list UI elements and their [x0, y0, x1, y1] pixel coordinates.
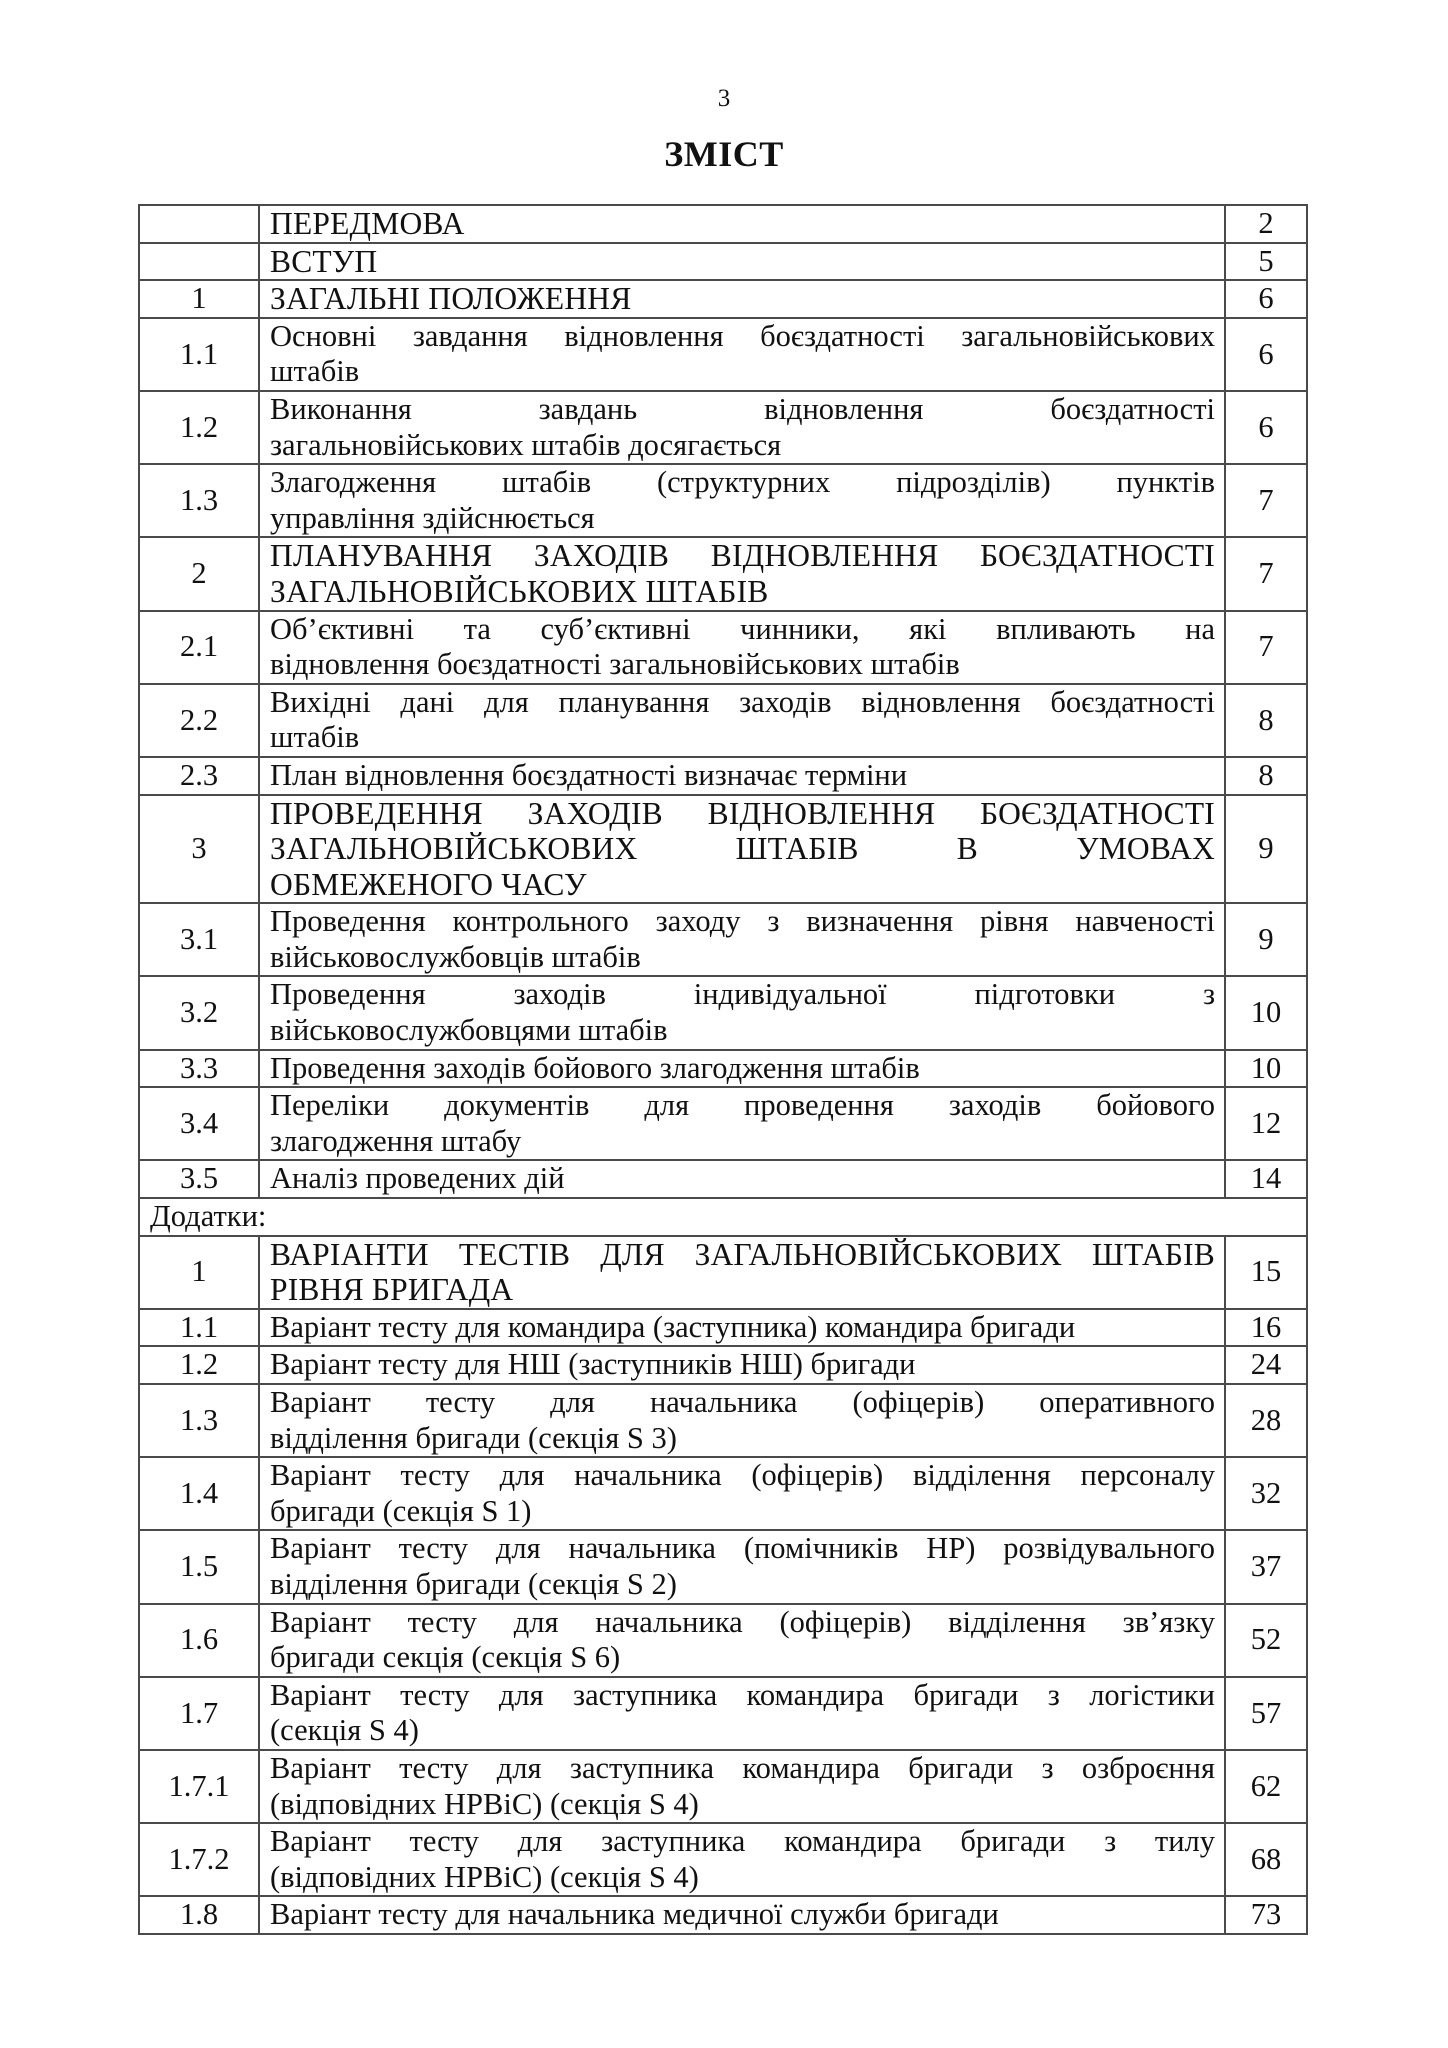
toc-row-page: 9 — [1225, 795, 1307, 904]
toc-row — [139, 611, 1307, 684]
toc-row-title — [259, 1530, 1225, 1603]
toc-title-line: відновлення боєздатності загальновійськових штабів — [270, 647, 960, 682]
toc-title-line: Варіант тесту для начальника (офіцерів) відділення зв’язку — [270, 1604, 1215, 1639]
toc-row-page: 6 — [1225, 318, 1307, 391]
toc-row-title — [259, 757, 1225, 795]
toc-row-title — [259, 1823, 1225, 1896]
toc-row-number: 3 — [139, 795, 259, 904]
toc-row-title — [259, 903, 1225, 976]
toc-title-line: Проведення контрольного заходу з визначення рівня навченості — [270, 904, 1215, 939]
toc-row-number: 1.2 — [139, 391, 259, 464]
toc-row-title — [259, 391, 1225, 464]
toc-row — [139, 1384, 1307, 1457]
toc-row-title — [259, 1677, 1225, 1750]
toc-title-line: відділення бригади (секція S 2) — [270, 1566, 677, 1601]
toc-row-page: 14 — [1225, 1160, 1307, 1198]
toc-row-number: 2 — [139, 537, 259, 610]
toc-title-line: бригади (секція S 1) — [270, 1493, 532, 1528]
toc-row-number: 3.4 — [139, 1087, 259, 1160]
toc-title-line: Варіант тесту для командира (заступника) командира бригади — [270, 1309, 1076, 1344]
toc-row-page: 15 — [1225, 1236, 1307, 1309]
toc-row-title — [259, 1050, 1225, 1088]
toc-title-line: ВСТУП — [270, 243, 378, 279]
toc-row-title — [259, 1384, 1225, 1457]
toc-row — [139, 1823, 1307, 1896]
toc-row-title — [259, 318, 1225, 391]
toc-title-line: загальновійськових штабів досягається — [270, 427, 782, 462]
toc-row-title — [259, 795, 1225, 904]
toc-title-line: ПЕРЕДМОВА — [270, 206, 465, 241]
toc-title-line: Переліки документів для проведення заходів бойового — [270, 1088, 1215, 1123]
toc-appendix-section — [139, 1236, 1307, 1934]
toc-title-line: РІВНЯ БРИГАДА — [270, 1272, 514, 1308]
toc-row-number: 3.5 — [139, 1160, 259, 1198]
toc-title-line: Виконання завдань відновлення боєздатності — [270, 391, 1215, 426]
appendix-label-row — [139, 1198, 1307, 1236]
toc-title-line: Варіант тесту для заступника командира бригади з тилу — [270, 1824, 1215, 1859]
toc-title-line: Варіант тесту для начальника (офіцерів) оперативного — [270, 1385, 1215, 1419]
toc-row-title — [259, 1087, 1225, 1160]
toc-title-line: бригади секція (секція S 6) — [270, 1640, 621, 1675]
toc-title-line: Основні завдання відновлення боєздатності загальновійськових — [270, 318, 1215, 353]
toc-row — [139, 1309, 1307, 1347]
toc-row — [139, 1087, 1307, 1160]
toc-row — [139, 391, 1307, 464]
toc-title-line: (відповідних НРВіС) (секція S 4) — [270, 1786, 699, 1821]
toc-row-page: 32 — [1225, 1457, 1307, 1530]
toc-row-number: 1.4 — [139, 1457, 259, 1530]
toc-row — [139, 205, 1307, 243]
toc-title-line: штабів — [270, 720, 360, 755]
toc-title-line: ОБМЕЖЕНОГО ЧАСУ — [270, 866, 587, 902]
toc-row-page: 10 — [1225, 1050, 1307, 1088]
toc-row — [139, 537, 1307, 610]
toc-row-number: 2.3 — [139, 757, 259, 795]
toc-title-line: відділення бригади (секція S 3) — [270, 1420, 677, 1455]
appendix-label: Додатки: — [139, 1198, 1307, 1236]
toc-title-line: Злагодження штабів (структурних підрозділів) пунктів — [270, 465, 1215, 500]
toc-title-line: злагодження штабу — [270, 1123, 522, 1158]
toc-row-number: 1.8 — [139, 1896, 259, 1934]
toc-row — [139, 243, 1307, 281]
toc-row — [139, 1050, 1307, 1088]
toc-row-number: 1.2 — [139, 1346, 259, 1384]
toc-row — [139, 1236, 1307, 1309]
toc-row — [139, 280, 1307, 318]
toc-row-number: 1.1 — [139, 318, 259, 391]
toc-row-title — [259, 1750, 1225, 1823]
toc-row-title — [259, 1457, 1225, 1530]
toc-row-title — [259, 1896, 1225, 1934]
toc-row-title — [259, 280, 1225, 318]
toc-title-line: штабів — [270, 354, 360, 389]
toc-title-line: Аналіз проведених дій — [270, 1161, 565, 1196]
toc-row-page: 7 — [1225, 464, 1307, 537]
toc-appendix-header — [139, 1198, 1307, 1236]
page-title: ЗМІСТ — [664, 134, 784, 174]
toc-row — [139, 757, 1307, 795]
toc-row-title — [259, 1309, 1225, 1347]
toc-title-line: (секція S 4) — [270, 1713, 419, 1748]
toc-title-line: Варіант тесту для заступника командира бригади з озброєння — [270, 1750, 1215, 1785]
toc-row-number: 1.7 — [139, 1677, 259, 1750]
toc-row — [139, 1530, 1307, 1603]
toc-row-title — [259, 1346, 1225, 1384]
toc-title-line: ЗАГАЛЬНІ ПОЛОЖЕННЯ — [270, 281, 632, 317]
toc-row-title — [259, 976, 1225, 1049]
toc-row-number: 1.7.1 — [139, 1750, 259, 1823]
toc-row — [139, 903, 1307, 976]
toc-row-page: 7 — [1225, 611, 1307, 684]
toc-row-title — [259, 611, 1225, 684]
toc-row-page: 62 — [1225, 1750, 1307, 1823]
toc-title-line: військовослужбовцями штабів — [270, 1013, 668, 1048]
toc-row-page: 9 — [1225, 903, 1307, 976]
toc-row-number: 1.7.2 — [139, 1823, 259, 1896]
toc-row-number: 3.1 — [139, 903, 259, 976]
toc-title-line: Вихідні дані для планування заходів відновлення боєздатності — [270, 684, 1215, 719]
toc-row — [139, 1160, 1307, 1198]
toc-row-number — [139, 243, 259, 281]
toc-title-line: Варіант тесту для НШ (заступників НШ) бригади — [270, 1347, 916, 1382]
toc-row-page: 28 — [1225, 1384, 1307, 1457]
toc-row-page: 10 — [1225, 976, 1307, 1049]
toc-title-line: військовослужбовців штабів — [270, 939, 641, 974]
toc-row-page: 68 — [1225, 1823, 1307, 1896]
toc-row — [139, 464, 1307, 537]
toc-row-page: 5 — [1225, 243, 1307, 281]
toc-row-title — [259, 1604, 1225, 1677]
toc-row — [139, 318, 1307, 391]
toc-row-page: 12 — [1225, 1087, 1307, 1160]
toc-main-section — [139, 205, 1307, 1198]
toc-row-page: 7 — [1225, 537, 1307, 610]
toc-row-number: 1.1 — [139, 1309, 259, 1347]
toc-row-number: 1 — [139, 280, 259, 318]
toc-row — [139, 1604, 1307, 1677]
page-number: 3 — [717, 85, 731, 112]
toc-row-number: 2.1 — [139, 611, 259, 684]
toc-title-line: Варіант тесту для заступника командира бригади з логістики — [270, 1677, 1215, 1712]
toc-row — [139, 795, 1307, 904]
toc-row-title — [259, 1236, 1225, 1309]
toc-title-line: План відновлення боєздатності визначає терміни — [270, 757, 908, 792]
toc-row-title — [259, 684, 1225, 757]
toc-row-page: 73 — [1225, 1896, 1307, 1934]
toc-row-page: 52 — [1225, 1604, 1307, 1677]
toc-row-page: 24 — [1225, 1346, 1307, 1384]
toc-title-line: управління здійснюється — [270, 500, 595, 535]
toc-row — [139, 1346, 1307, 1384]
toc-row — [139, 1896, 1307, 1934]
toc-row-number: 3.3 — [139, 1050, 259, 1088]
toc-row-page: 6 — [1225, 391, 1307, 464]
toc-row-number: 1.3 — [139, 1384, 259, 1457]
toc-row-title — [259, 1160, 1225, 1198]
toc-row-title — [259, 537, 1225, 610]
toc-row-page: 57 — [1225, 1677, 1307, 1750]
toc-row-page: 8 — [1225, 684, 1307, 757]
toc-title-line: Варіант тесту для начальника (офіцерів) відділення персоналу — [270, 1458, 1215, 1493]
toc-row-title — [259, 205, 1225, 243]
toc-title-line: Об’єктивні та суб’єктивні чинники, які впливають на — [270, 611, 1215, 646]
toc-row-number: 1 — [139, 1236, 259, 1309]
toc-title-line: ЗАГАЛЬНОВІЙСЬКОВИХ ШТАБІВ В УМОВАХ — [270, 831, 1215, 867]
toc-row-page: 16 — [1225, 1309, 1307, 1347]
toc-row-page: 8 — [1225, 757, 1307, 795]
toc-title-line: ПЛАНУВАННЯ ЗАХОДІВ ВІДНОВЛЕННЯ БОЄЗДАТНОСТІ — [270, 538, 1215, 574]
toc-title-line: ЗАГАЛЬНОВІЙСЬКОВИХ ШТАБІВ — [270, 573, 769, 609]
toc-row-page: 37 — [1225, 1530, 1307, 1603]
toc-row-page: 2 — [1225, 205, 1307, 243]
toc-row — [139, 976, 1307, 1049]
toc-row-number: 2.2 — [139, 684, 259, 757]
toc-title-line: ПРОВЕДЕННЯ ЗАХОДІВ ВІДНОВЛЕННЯ БОЄЗДАТНОСТІ — [270, 795, 1215, 831]
toc-title-line: ВАРІАНТИ ТЕСТІВ ДЛЯ ЗАГАЛЬНОВІЙСЬКОВИХ ШТАБІВ — [270, 1236, 1215, 1272]
toc-row-number: 1.3 — [139, 464, 259, 537]
toc-row — [139, 1677, 1307, 1750]
toc-row-number — [139, 205, 259, 243]
toc-row-title — [259, 464, 1225, 537]
toc-row-title — [259, 243, 1225, 281]
toc-title-line: Проведення заходів бойового злагодження штабів — [270, 1050, 920, 1085]
toc-title-line: Варіант тесту для начальника (помічників НР) розвідувального — [270, 1531, 1215, 1566]
toc-row-page: 6 — [1225, 280, 1307, 318]
toc-title-line: Проведення заходів індивідуальної підготовки з — [270, 977, 1215, 1012]
toc-row-number: 1.6 — [139, 1604, 259, 1677]
table-of-contents — [138, 204, 1308, 1935]
toc-title-line: Варіант тесту для начальника медичної служби бригади — [270, 1897, 999, 1932]
toc-row-number: 1.5 — [139, 1530, 259, 1603]
toc-row — [139, 1457, 1307, 1530]
toc-row — [139, 1750, 1307, 1823]
toc-title-line: (відповідних НРВіС) (секція S 4) — [270, 1859, 699, 1894]
toc-row-number: 3.2 — [139, 976, 259, 1049]
toc-row — [139, 684, 1307, 757]
